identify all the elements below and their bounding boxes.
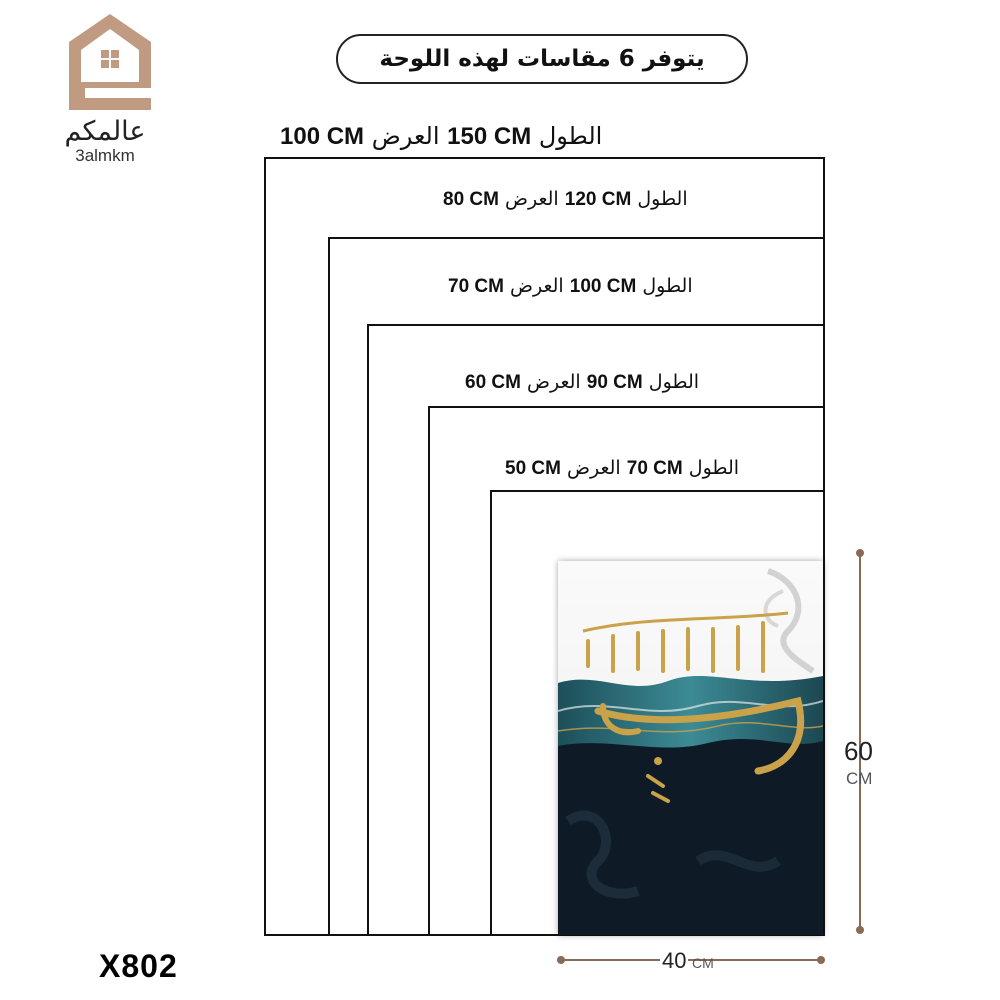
width-word: العرض [510, 275, 564, 297]
length-word: الطول [538, 122, 603, 150]
painting-height-value: 60 [844, 736, 873, 766]
brand-name-latin: 3almkm [75, 146, 135, 165]
brand-name-arabic: عالمكم [64, 116, 146, 147]
painting-width-unit: CM [692, 955, 714, 971]
painting-artwork [558, 561, 823, 935]
width-value: 60 CM [465, 372, 521, 393]
size-label-150x100 [280, 122, 602, 151]
calligraphy-painting [558, 561, 823, 935]
length-value: 120 CM [564, 189, 632, 210]
length-value: 100 CM [569, 276, 637, 297]
length-word: الطول [648, 371, 700, 393]
width-value: 50 CM [505, 458, 561, 479]
width-word: العرض [527, 371, 581, 393]
length-value: 90 CM [586, 372, 643, 393]
width-value: 70 CM [448, 276, 504, 297]
size-label-120x80 [443, 188, 688, 211]
size-label-70x50 [505, 457, 739, 480]
size-label-100x70 [448, 275, 693, 298]
length-word: الطول [637, 188, 688, 210]
width-word: العرض [505, 188, 559, 210]
width-value: 100 CM [280, 123, 365, 150]
width-value: 80 CM [443, 189, 499, 210]
width-word: العرض [567, 457, 621, 479]
length-word: الطول [642, 275, 693, 297]
length-value: 70 CM [626, 458, 683, 479]
size-label-90x60 [465, 371, 699, 394]
sizes-title-text: يتوفر 6 مقاسات لهذه اللوحة [379, 46, 705, 72]
length-value: 150 CM [447, 123, 532, 150]
painting-width-value: 40 [662, 948, 687, 973]
length-word: الطول [688, 457, 740, 479]
sizes-title [336, 34, 748, 84]
painting-height-unit: CM [846, 769, 873, 788]
width-word: العرض [371, 122, 440, 150]
product-code: X802 [99, 948, 178, 984]
